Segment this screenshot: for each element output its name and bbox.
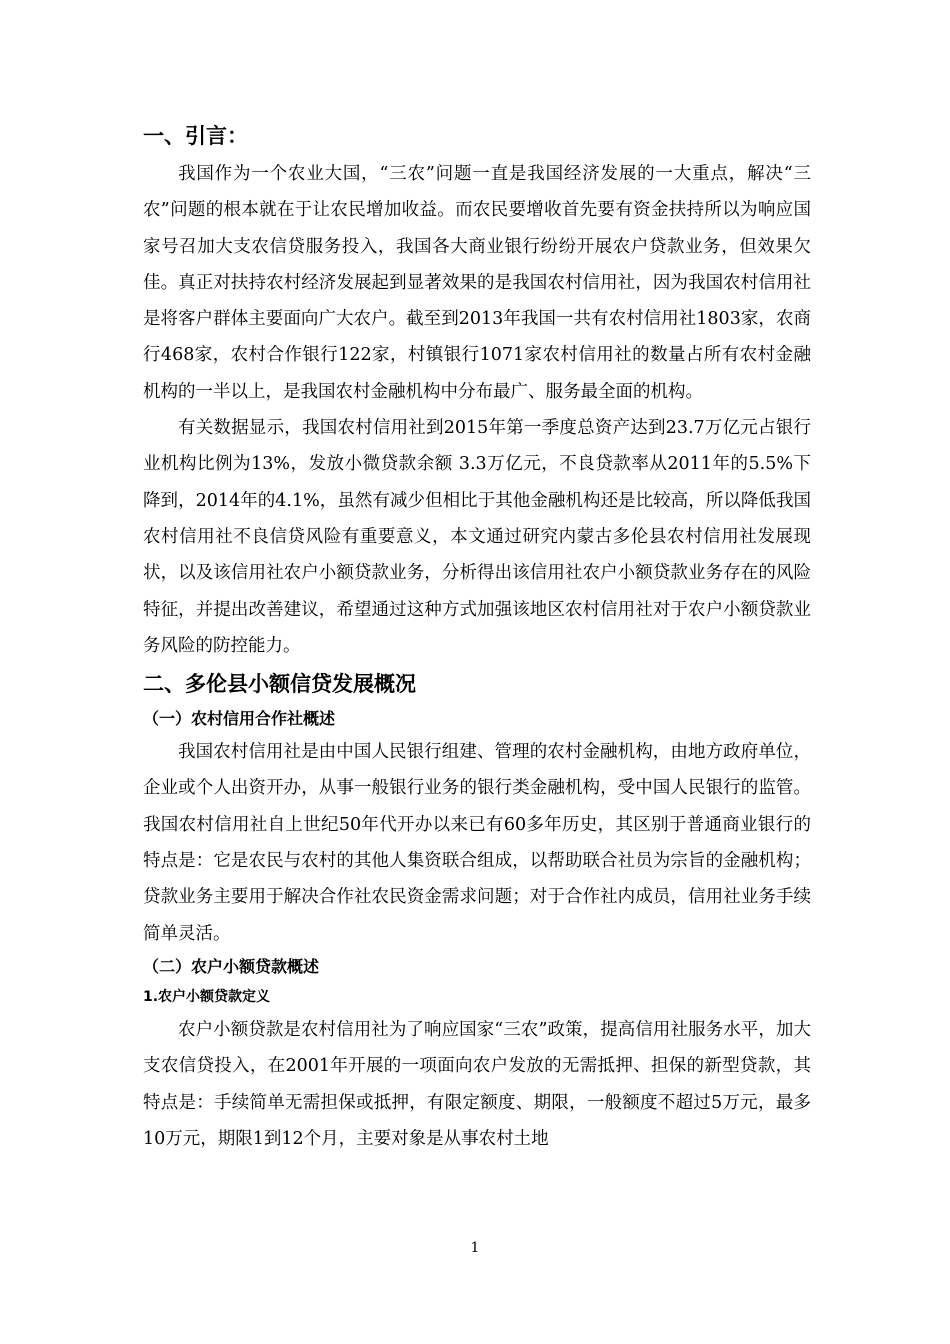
page-content	[143, 116, 811, 1157]
subsection1-heading: （一）农村信用合作社概述	[143, 709, 336, 729]
subsubsection1-paragraph: 农户小额贷款是农村信用社为了响应国家“三农”政策，提高信用社服务水平，加大支农信贷投入，在2001年开展的一项面向农户发放的无需抵押、担保的新型贷款，其特点是：手续简单无需担保或抵押，有限定额度、期限，一般额度不超过5万元，最多10万元，期限1到12个月，主要对象是从事农村土地	[143, 1019, 811, 1149]
page-number: 1	[470, 1240, 480, 1256]
section1-heading: 一、引言：	[143, 124, 248, 148]
subsubsection1-heading: 1.农户小额贷款定义	[143, 988, 271, 1005]
section1-paragraph-1: 我国作为一个农业大国，“三农”问题一直是我国经济发展的一大重点，解决“三农”问题的根本就在于让农民增加收益。而农民要增收首先要有资金扶持所以为响应国家号召加大支农信贷服务投入，我国各大商业银行纷纷开展农户贷款业务，但效果欠佳。真正对扶持农村经济发展起到显著效果的是我国农村信用社，因为我国农村信用社是将客户群体主要面向广大农户。截至到2013年我国一共有农村信用社1803家，农商行468家，农村合作银行122家，村镇银行1071家农村信用社的数量占所有农村金融机构的一半以上，是我国农村金融机构中分布最广、服务最全面的机构。	[143, 164, 811, 402]
subsection1-paragraph: 我国农村信用社是由中国人民银行组建、管理的农村金融机构，由地方政府单位，企业或个人出资开办，从事一般银行业务的银行类金融机构，受中国人民银行的监管。我国农村信用社自上世纪50年代开办以来已有60多年历史，其区别于普通商业银行的特点是：它是农民与农村的其他人集资联合组成，以帮助联合社员为宗旨的金融机构；贷款业务主要用于解决合作社农民资金需求问题；对于合作社内成员，信用社业务手续简单灵活。	[143, 742, 811, 944]
subsection2-heading: （二）农户小额贷款概述	[143, 956, 320, 976]
section2-heading: 二、多伦县小额信贷发展概况	[143, 672, 416, 697]
section1-paragraph-2: 有关数据显示，我国农村信用社到2015年第一季度总资产达到23.7万亿元占银行业机构比例为13%，发放小微贷款余额 3.3万亿元，不良贷款率从2011年的5.5%下降到，2014年的4.1%，虽然有减少但相比于其他金融机构还是比较高，所以降低我国农村信用社不良信贷风险有重要意义，本文通过研究内蒙古多伦县农村信用社发展现状，以及该信用社农户小额贷款业务，分析得出该信用社农户小额贷款业务存在的风险特征，并提出改善建议，希望通过这种方式加强该地区农村信用社对于农户小额贷款业务风险的防控能力。	[143, 418, 811, 656]
